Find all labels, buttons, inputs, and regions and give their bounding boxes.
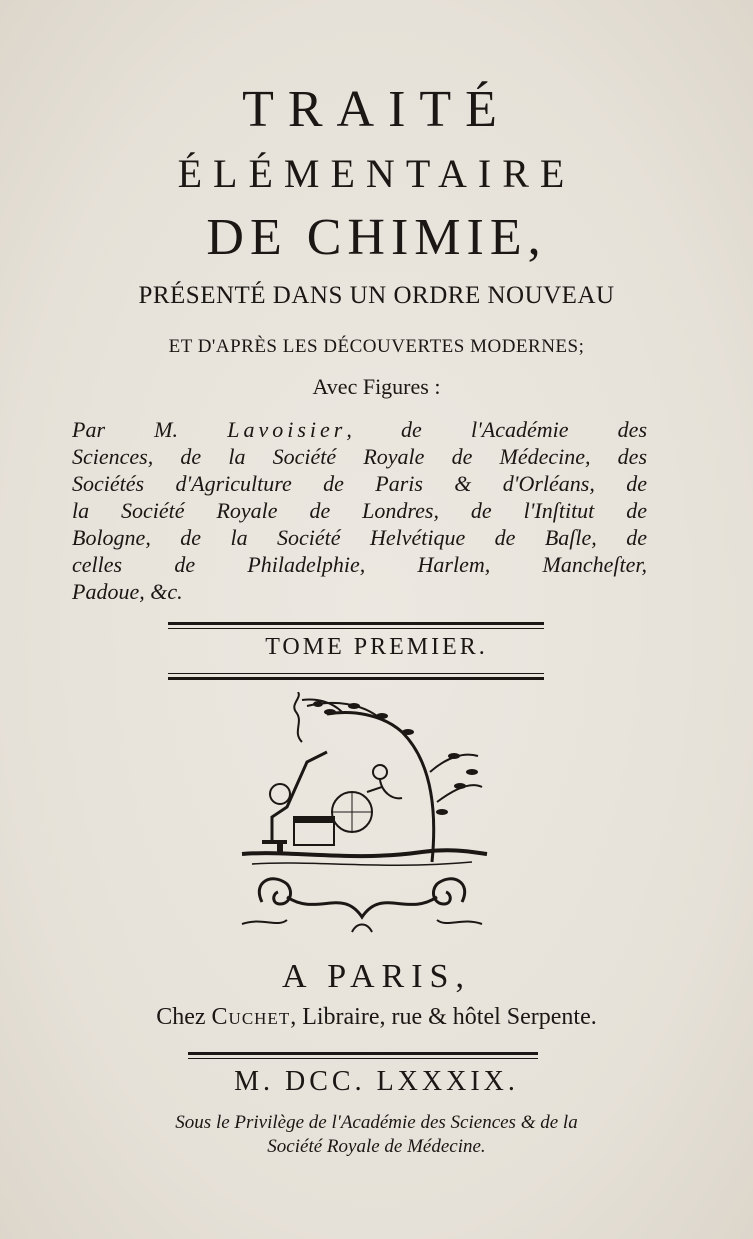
author-line-1: Par M. Lavoisier, de l'Académie des — [72, 417, 648, 442]
subtitle-avec-figures: Avec Figures : — [312, 374, 441, 399]
author-line-5: Bologne, de la Société Helvétique de Baſle, de — [72, 525, 647, 550]
rule-top-thin — [168, 628, 544, 629]
imprint-date: M. DCC. LXXXIX. — [234, 1066, 519, 1097]
author-line-7: Padoue, &c. — [72, 579, 183, 604]
rule-bottom-thick — [168, 677, 544, 680]
privilege-line-1: Sous le Privilège de l'Académie des Sciences & de la — [175, 1112, 578, 1133]
title-line-traite: TRAITÉ — [242, 81, 511, 138]
rule-date-top-thick — [188, 1052, 538, 1055]
rule-top-thick — [168, 622, 544, 625]
author-name: Lavoisier — [227, 417, 347, 442]
author-block — [72, 416, 647, 605]
rule-date-top-thin — [188, 1058, 538, 1059]
vignette-ornament — [232, 692, 492, 940]
rule-bottom-thin — [168, 673, 544, 674]
imprint-publisher-line: Chez Cuchet, Libraire, rue & hôtel Serpente. — [156, 1004, 597, 1030]
subtitle-line-2: ET D'APRÈS LES DÉCOUVERTES MODERNES; — [168, 336, 585, 357]
title-line-elementaire: ÉLÉMENTAIRE — [177, 151, 576, 196]
imprint-city: A PARIS, — [282, 958, 471, 995]
privilege-line-2: Société Royale de Médecine. — [267, 1136, 486, 1157]
title-line-de-chimie: DE CHIMIE, — [206, 209, 547, 266]
author-line-4: la Société Royale de Londres, de l'Inſtitut de — [72, 498, 647, 523]
author-line-2: Sciences, de la Société Royale de Médecine, des — [72, 444, 647, 469]
author-line-6: celles de Philadelphie, Harlem, Mancheſter, — [72, 552, 647, 577]
author-line-3: Sociétés d'Agriculture de Paris & d'Orléans, de — [72, 471, 647, 496]
volume-label: TOME PREMIER. — [265, 634, 488, 660]
subtitle-line-1: PRÉSENTÉ DANS UN ORDRE NOUVEAU — [138, 282, 615, 309]
publisher-name: Cuchet — [211, 1004, 291, 1030]
